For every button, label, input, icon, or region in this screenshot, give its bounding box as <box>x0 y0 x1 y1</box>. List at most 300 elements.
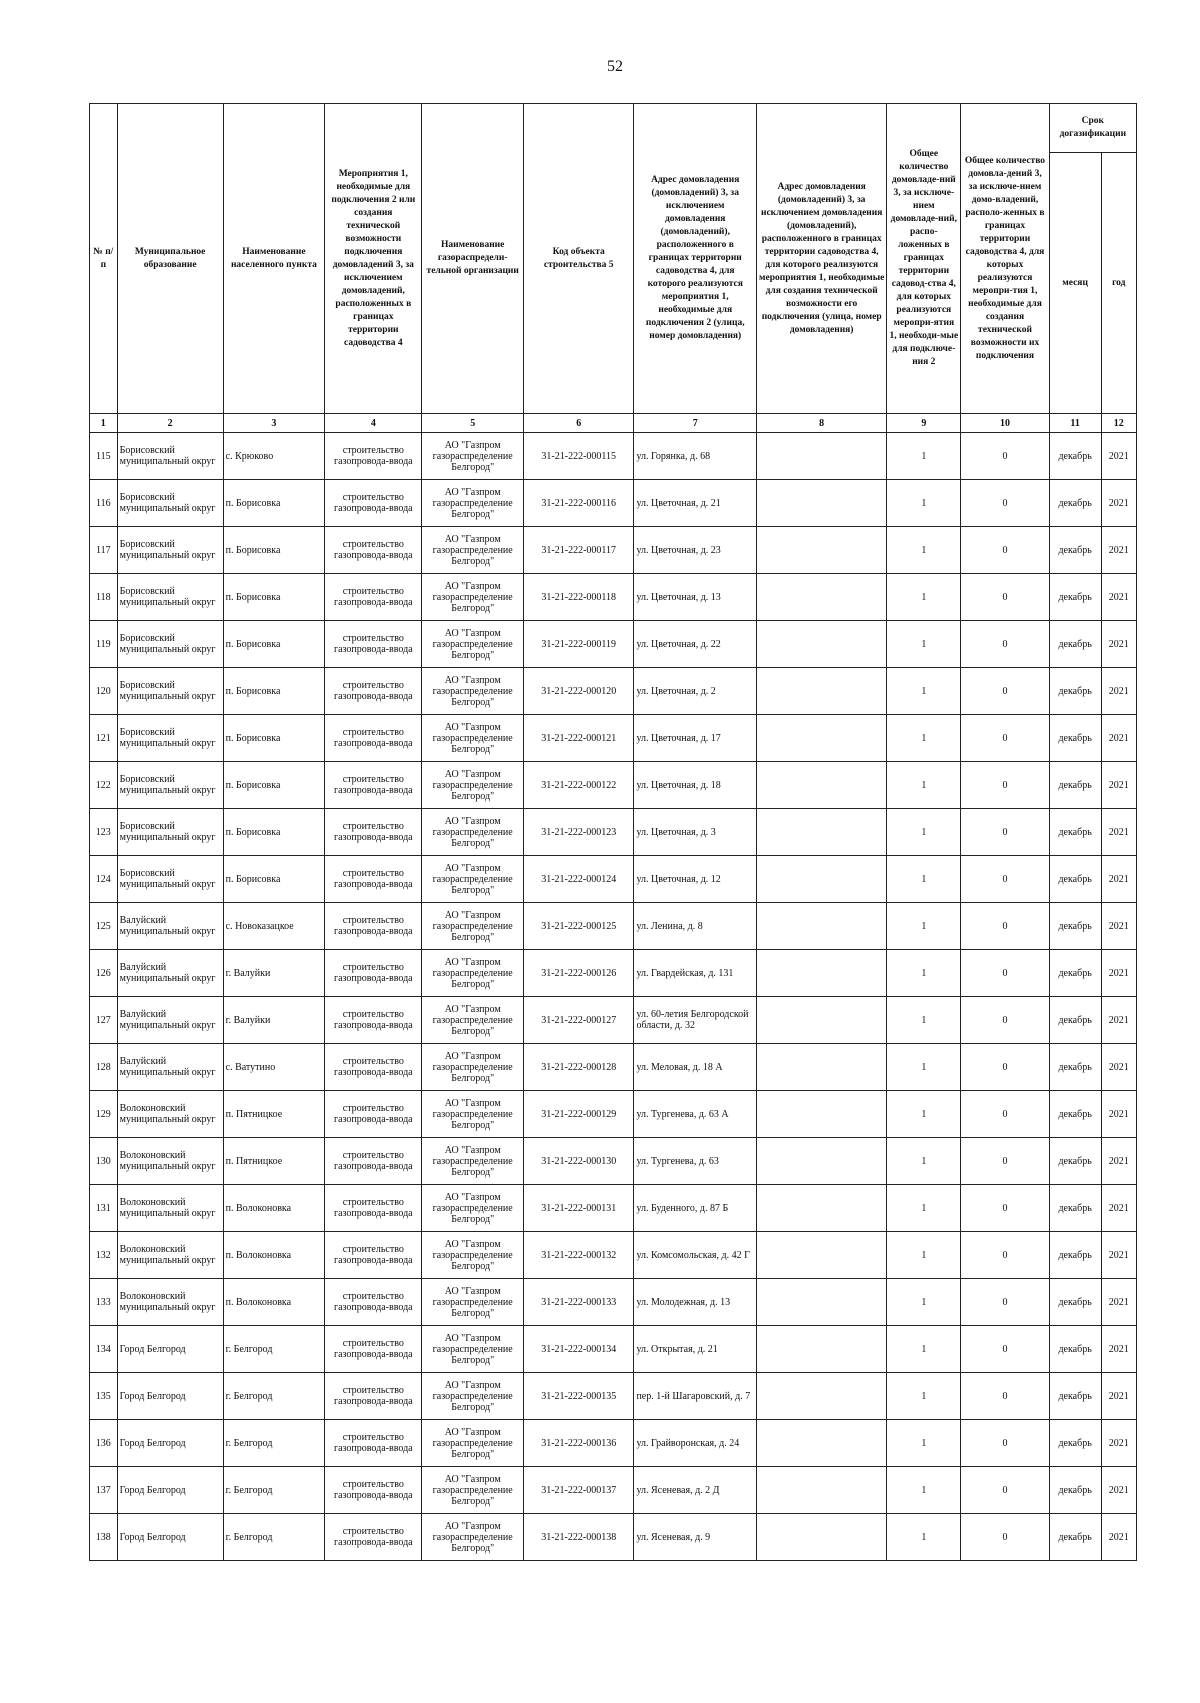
table-row <box>90 1326 1137 1373</box>
address-capability-cell <box>757 1279 887 1326</box>
year-cell: 2021 <box>1101 1326 1136 1373</box>
measure-cell: строительство газопровода-ввода <box>325 1091 422 1138</box>
measure-cell: строительство газопровода-ввода <box>325 1326 422 1373</box>
year-cell: 2021 <box>1101 997 1136 1044</box>
measure-cell: строительство газопровода-ввода <box>325 1420 422 1467</box>
address-capability-cell <box>757 809 887 856</box>
total-connect-cell: 1 <box>887 1420 961 1467</box>
total-capability-cell: 0 <box>961 1373 1049 1420</box>
address-capability-cell <box>757 1514 887 1561</box>
month-cell: декабрь <box>1049 1326 1101 1373</box>
measure-cell: строительство газопровода-ввода <box>325 1373 422 1420</box>
header-object-code: Код объекта строительства 5 <box>524 104 634 414</box>
header-row-top <box>90 104 1137 153</box>
municipality-cell: Валуйский муниципальный округ <box>117 950 223 997</box>
year-cell: 2021 <box>1101 856 1136 903</box>
address-connect-cell: ул. Меловая, д. 18 А <box>634 1044 757 1091</box>
month-cell: декабрь <box>1049 1138 1101 1185</box>
year-cell: 2021 <box>1101 480 1136 527</box>
municipality-cell: Валуйский муниципальный округ <box>117 903 223 950</box>
year-cell: 2021 <box>1101 1232 1136 1279</box>
municipality-cell: Борисовский муниципальный округ <box>117 574 223 621</box>
locality-cell: п. Борисовка <box>223 668 325 715</box>
total-connect-cell: 1 <box>887 1232 961 1279</box>
measure-cell: строительство газопровода-ввода <box>325 480 422 527</box>
object-code-cell: 31-21-222-000123 <box>524 809 634 856</box>
gas-org-cell: АО "Газпром газораспределение Белгород" <box>422 856 524 903</box>
municipality-cell: Борисовский муниципальный округ <box>117 856 223 903</box>
year-cell: 2021 <box>1101 715 1136 762</box>
total-capability-cell: 0 <box>961 715 1049 762</box>
address-connect-cell: ул. Ясеневая, д. 2 Д <box>634 1467 757 1514</box>
municipality-cell: Валуйский муниципальный округ <box>117 997 223 1044</box>
gas-org-cell: АО "Газпром газораспределение Белгород" <box>422 1091 524 1138</box>
object-code-cell: 31-21-222-000125 <box>524 903 634 950</box>
year-cell: 2021 <box>1101 527 1136 574</box>
row-number-cell: 133 <box>90 1279 118 1326</box>
total-connect-cell: 1 <box>887 715 961 762</box>
locality-cell: п. Борисовка <box>223 809 325 856</box>
table-row <box>90 1467 1137 1514</box>
month-cell: декабрь <box>1049 1232 1101 1279</box>
locality-cell: с. Ватутино <box>223 1044 325 1091</box>
month-cell: декабрь <box>1049 1279 1101 1326</box>
gas-org-cell: АО "Газпром газораспределение Белгород" <box>422 1514 524 1561</box>
table-row <box>90 668 1137 715</box>
row-number-cell: 127 <box>90 997 118 1044</box>
locality-cell: г. Белгород <box>223 1514 325 1561</box>
municipality-cell: Борисовский муниципальный округ <box>117 621 223 668</box>
gas-org-cell: АО "Газпром газораспределение Белгород" <box>422 1373 524 1420</box>
address-capability-cell <box>757 1044 887 1091</box>
measure-cell: строительство газопровода-ввода <box>325 1185 422 1232</box>
column-number: 3 <box>223 414 325 433</box>
header-month: месяц <box>1049 153 1101 414</box>
total-connect-cell: 1 <box>887 433 961 480</box>
total-capability-cell: 0 <box>961 1091 1049 1138</box>
measure-cell: строительство газопровода-ввода <box>325 950 422 997</box>
gas-org-cell: АО "Газпром газораспределение Белгород" <box>422 1044 524 1091</box>
column-number: 8 <box>757 414 887 433</box>
gas-org-cell: АО "Газпром газораспределение Белгород" <box>422 433 524 480</box>
total-capability-cell: 0 <box>961 574 1049 621</box>
municipality-cell: Борисовский муниципальный округ <box>117 715 223 762</box>
total-connect-cell: 1 <box>887 1373 961 1420</box>
row-number-cell: 129 <box>90 1091 118 1138</box>
row-number-cell: 124 <box>90 856 118 903</box>
column-number-row <box>90 414 1137 433</box>
total-connect-cell: 1 <box>887 903 961 950</box>
row-number-cell: 119 <box>90 621 118 668</box>
row-number-cell: 132 <box>90 1232 118 1279</box>
address-capability-cell <box>757 856 887 903</box>
address-connect-cell: ул. Ясеневая, д. 9 <box>634 1514 757 1561</box>
address-capability-cell <box>757 950 887 997</box>
address-connect-cell: ул. Грайворонская, д. 24 <box>634 1420 757 1467</box>
total-connect-cell: 1 <box>887 762 961 809</box>
row-number-cell: 118 <box>90 574 118 621</box>
object-code-cell: 31-21-222-000120 <box>524 668 634 715</box>
row-number-cell: 123 <box>90 809 118 856</box>
row-number-cell: 115 <box>90 433 118 480</box>
header-year: год <box>1101 153 1136 414</box>
table-row <box>90 1044 1137 1091</box>
municipality-cell: Борисовский муниципальный округ <box>117 480 223 527</box>
year-cell: 2021 <box>1101 668 1136 715</box>
locality-cell: г. Валуйки <box>223 950 325 997</box>
total-capability-cell: 0 <box>961 1185 1049 1232</box>
measure-cell: строительство газопровода-ввода <box>325 574 422 621</box>
address-connect-cell: ул. Гвардейская, д. 131 <box>634 950 757 997</box>
object-code-cell: 31-21-222-000126 <box>524 950 634 997</box>
object-code-cell: 31-21-222-000115 <box>524 433 634 480</box>
table-body <box>90 433 1137 1561</box>
gasification-table <box>89 103 1137 1561</box>
address-capability-cell <box>757 1420 887 1467</box>
total-connect-cell: 1 <box>887 480 961 527</box>
month-cell: декабрь <box>1049 809 1101 856</box>
table-row <box>90 527 1137 574</box>
month-cell: декабрь <box>1049 527 1101 574</box>
year-cell: 2021 <box>1101 950 1136 997</box>
total-connect-cell: 1 <box>887 1514 961 1561</box>
locality-cell: п. Волоконовка <box>223 1279 325 1326</box>
measure-cell: строительство газопровода-ввода <box>325 1514 422 1561</box>
address-capability-cell <box>757 574 887 621</box>
column-number: 11 <box>1049 414 1101 433</box>
object-code-cell: 31-21-222-000137 <box>524 1467 634 1514</box>
municipality-cell: Город Белгород <box>117 1373 223 1420</box>
gas-org-cell: АО "Газпром газораспределение Белгород" <box>422 527 524 574</box>
table-row <box>90 1091 1137 1138</box>
row-number-cell: 120 <box>90 668 118 715</box>
year-cell: 2021 <box>1101 1420 1136 1467</box>
address-connect-cell: ул. Цветочная, д. 17 <box>634 715 757 762</box>
header-municipality: Муниципальное образование <box>117 104 223 414</box>
address-connect-cell: ул. Цветочная, д. 12 <box>634 856 757 903</box>
column-number: 9 <box>887 414 961 433</box>
locality-cell: п. Волоконовка <box>223 1232 325 1279</box>
month-cell: декабрь <box>1049 1514 1101 1561</box>
column-number: 12 <box>1101 414 1136 433</box>
measure-cell: строительство газопровода-ввода <box>325 762 422 809</box>
locality-cell: г. Белгород <box>223 1420 325 1467</box>
address-connect-cell: ул. Тургенева, д. 63 <box>634 1138 757 1185</box>
total-connect-cell: 1 <box>887 1326 961 1373</box>
header-total-connect: Общее количество домовладе-ний 3, за исключе-нием домовладе-ний, распо-ложенных в границах территории садовод-ства 4, для которых реализуются меропри-ятия 1, необходи-мые для подключе-ния 2 <box>887 104 961 414</box>
total-connect-cell: 1 <box>887 574 961 621</box>
year-cell: 2021 <box>1101 1373 1136 1420</box>
municipality-cell: Волоконовский муниципальный округ <box>117 1185 223 1232</box>
address-connect-cell: пер. 1-й Шагаровский, д. 7 <box>634 1373 757 1420</box>
year-cell: 2021 <box>1101 809 1136 856</box>
total-capability-cell: 0 <box>961 950 1049 997</box>
gas-org-cell: АО "Газпром газораспределение Белгород" <box>422 1279 524 1326</box>
total-capability-cell: 0 <box>961 997 1049 1044</box>
table-row <box>90 1420 1137 1467</box>
row-number-cell: 122 <box>90 762 118 809</box>
year-cell: 2021 <box>1101 1279 1136 1326</box>
gas-org-cell: АО "Газпром газораспределение Белгород" <box>422 997 524 1044</box>
total-connect-cell: 1 <box>887 1091 961 1138</box>
total-capability-cell: 0 <box>961 433 1049 480</box>
row-number-cell: 135 <box>90 1373 118 1420</box>
measure-cell: строительство газопровода-ввода <box>325 621 422 668</box>
total-capability-cell: 0 <box>961 1044 1049 1091</box>
address-capability-cell <box>757 1185 887 1232</box>
month-cell: декабрь <box>1049 1185 1101 1232</box>
header-address-capability: Адрес домовладения (домовладений) 3, за исключением домовладения (домовладений), расположенного в границах территории садоводства 4, для которого реализуются мероприятия 1, необходимые для создания технической возможности его подключения (улица, номер домовладения) <box>757 104 887 414</box>
table-row <box>90 1185 1137 1232</box>
address-connect-cell: ул. Цветочная, д. 21 <box>634 480 757 527</box>
address-capability-cell <box>757 1091 887 1138</box>
year-cell: 2021 <box>1101 621 1136 668</box>
address-connect-cell: ул. Ленина, д. 8 <box>634 903 757 950</box>
locality-cell: п. Борисовка <box>223 574 325 621</box>
gas-org-cell: АО "Газпром газораспределение Белгород" <box>422 762 524 809</box>
month-cell: декабрь <box>1049 1044 1101 1091</box>
locality-cell: г. Белгород <box>223 1373 325 1420</box>
column-number: 10 <box>961 414 1049 433</box>
month-cell: декабрь <box>1049 480 1101 527</box>
table-row <box>90 809 1137 856</box>
header-measures: Мероприятия 1, необходимые для подключения 2 или создания технической возможности подключения домовладений 3, за исключением домовладений, расположенных в границах территории садоводства 4 <box>325 104 422 414</box>
object-code-cell: 31-21-222-000129 <box>524 1091 634 1138</box>
measure-cell: строительство газопровода-ввода <box>325 1279 422 1326</box>
address-connect-cell: ул. Цветочная, д. 22 <box>634 621 757 668</box>
column-number: 4 <box>325 414 422 433</box>
locality-cell: п. Борисовка <box>223 527 325 574</box>
municipality-cell: Борисовский муниципальный округ <box>117 668 223 715</box>
gas-org-cell: АО "Газпром газораспределение Белгород" <box>422 950 524 997</box>
gas-org-cell: АО "Газпром газораспределение Белгород" <box>422 715 524 762</box>
address-connect-cell: ул. Открытая, д. 21 <box>634 1326 757 1373</box>
municipality-cell: Борисовский муниципальный округ <box>117 809 223 856</box>
municipality-cell: Город Белгород <box>117 1326 223 1373</box>
total-capability-cell: 0 <box>961 1138 1049 1185</box>
month-cell: декабрь <box>1049 1467 1101 1514</box>
municipality-cell: Борисовский муниципальный округ <box>117 762 223 809</box>
locality-cell: п. Борисовка <box>223 480 325 527</box>
address-connect-cell: ул. 60-летия Белгородской области, д. 32 <box>634 997 757 1044</box>
object-code-cell: 31-21-222-000122 <box>524 762 634 809</box>
object-code-cell: 31-21-222-000138 <box>524 1514 634 1561</box>
header-total-capability: Общее количество домовла-дений 3, за исключе-нием домо-владений, располо-женных в границах территории садоводства 4, для которых реализуются меропри-тия 1, необходимые для создания технической возможности их подключения <box>961 104 1049 414</box>
total-connect-cell: 1 <box>887 1044 961 1091</box>
address-connect-cell: ул. Цветочная, д. 23 <box>634 527 757 574</box>
total-connect-cell: 1 <box>887 1467 961 1514</box>
gas-org-cell: АО "Газпром газораспределение Белгород" <box>422 480 524 527</box>
gas-org-cell: АО "Газпром газораспределение Белгород" <box>422 1467 524 1514</box>
table-row <box>90 480 1137 527</box>
gas-org-cell: АО "Газпром газораспределение Белгород" <box>422 1420 524 1467</box>
month-cell: декабрь <box>1049 668 1101 715</box>
object-code-cell: 31-21-222-000118 <box>524 574 634 621</box>
municipality-cell: Город Белгород <box>117 1420 223 1467</box>
locality-cell: с. Новоказацкое <box>223 903 325 950</box>
locality-cell: г. Белгород <box>223 1467 325 1514</box>
header-num: № п/п <box>90 104 118 414</box>
year-cell: 2021 <box>1101 1185 1136 1232</box>
total-capability-cell: 0 <box>961 809 1049 856</box>
address-connect-cell: ул. Молодежная, д. 13 <box>634 1279 757 1326</box>
row-number-cell: 136 <box>90 1420 118 1467</box>
month-cell: декабрь <box>1049 574 1101 621</box>
month-cell: декабрь <box>1049 715 1101 762</box>
address-connect-cell: ул. Тургенева, д. 63 А <box>634 1091 757 1138</box>
table-row <box>90 1279 1137 1326</box>
address-connect-cell: ул. Комсомольская, д. 42 Г <box>634 1232 757 1279</box>
object-code-cell: 31-21-222-000116 <box>524 480 634 527</box>
gas-org-cell: АО "Газпром газораспределение Белгород" <box>422 621 524 668</box>
municipality-cell: Борисовский муниципальный округ <box>117 433 223 480</box>
gas-org-cell: АО "Газпром газораспределение Белгород" <box>422 1138 524 1185</box>
locality-cell: п. Борисовка <box>223 856 325 903</box>
gas-org-cell: АО "Газпром газораспределение Белгород" <box>422 1185 524 1232</box>
total-capability-cell: 0 <box>961 480 1049 527</box>
year-cell: 2021 <box>1101 1514 1136 1561</box>
object-code-cell: 31-21-222-000136 <box>524 1420 634 1467</box>
address-capability-cell <box>757 668 887 715</box>
month-cell: декабрь <box>1049 1091 1101 1138</box>
table-row <box>90 433 1137 480</box>
column-number: 2 <box>117 414 223 433</box>
address-capability-cell <box>757 715 887 762</box>
header-locality: Наименование населенного пункта <box>223 104 325 414</box>
header-address-connect: Адрес домовладения (домовладений) 3, за исключением домовладения (домовладений), расположенного в границах территории садоводства 4, для которого реализуются мероприятия 1, необходимые для подключения 2 (улица, номер домовладения) <box>634 104 757 414</box>
locality-cell: п. Волоконовка <box>223 1185 325 1232</box>
page-number: 52 <box>607 58 623 75</box>
month-cell: декабрь <box>1049 903 1101 950</box>
gas-org-cell: АО "Газпром газораспределение Белгород" <box>422 1232 524 1279</box>
year-cell: 2021 <box>1101 1138 1136 1185</box>
row-number-cell: 138 <box>90 1514 118 1561</box>
address-capability-cell <box>757 1373 887 1420</box>
measure-cell: строительство газопровода-ввода <box>325 856 422 903</box>
object-code-cell: 31-21-222-000132 <box>524 1232 634 1279</box>
total-capability-cell: 0 <box>961 903 1049 950</box>
total-connect-cell: 1 <box>887 527 961 574</box>
gas-org-cell: АО "Газпром газораспределение Белгород" <box>422 903 524 950</box>
measure-cell: строительство газопровода-ввода <box>325 668 422 715</box>
measure-cell: строительство газопровода-ввода <box>325 715 422 762</box>
total-connect-cell: 1 <box>887 1138 961 1185</box>
object-code-cell: 31-21-222-000124 <box>524 856 634 903</box>
year-cell: 2021 <box>1101 1091 1136 1138</box>
address-capability-cell <box>757 1138 887 1185</box>
address-capability-cell <box>757 1232 887 1279</box>
column-number: 6 <box>524 414 634 433</box>
address-capability-cell <box>757 1467 887 1514</box>
month-cell: декабрь <box>1049 1373 1101 1420</box>
header-gas-org: Наименование газораспредели-тельной организации <box>422 104 524 414</box>
measure-cell: строительство газопровода-ввода <box>325 433 422 480</box>
row-number-cell: 134 <box>90 1326 118 1373</box>
measure-cell: строительство газопровода-ввода <box>325 1044 422 1091</box>
total-capability-cell: 0 <box>961 1279 1049 1326</box>
total-capability-cell: 0 <box>961 1514 1049 1561</box>
address-capability-cell <box>757 621 887 668</box>
total-capability-cell: 0 <box>961 762 1049 809</box>
locality-cell: п. Пятницкое <box>223 1091 325 1138</box>
municipality-cell: Город Белгород <box>117 1514 223 1561</box>
municipality-cell: Волоконовский муниципальный округ <box>117 1232 223 1279</box>
month-cell: декабрь <box>1049 950 1101 997</box>
address-capability-cell <box>757 527 887 574</box>
header-deadline: Срок догазификации <box>1049 104 1136 153</box>
total-connect-cell: 1 <box>887 668 961 715</box>
gas-org-cell: АО "Газпром газораспределение Белгород" <box>422 1326 524 1373</box>
table-row <box>90 574 1137 621</box>
table-row <box>90 903 1137 950</box>
object-code-cell: 31-21-222-000121 <box>524 715 634 762</box>
address-connect-cell: ул. Цветочная, д. 2 <box>634 668 757 715</box>
table-row <box>90 997 1137 1044</box>
locality-cell: г. Валуйки <box>223 997 325 1044</box>
locality-cell: п. Борисовка <box>223 762 325 809</box>
column-number: 5 <box>422 414 524 433</box>
address-connect-cell: ул. Буденного, д. 87 Б <box>634 1185 757 1232</box>
locality-cell: п. Борисовка <box>223 621 325 668</box>
total-connect-cell: 1 <box>887 621 961 668</box>
total-connect-cell: 1 <box>887 997 961 1044</box>
table-row <box>90 715 1137 762</box>
address-capability-cell <box>757 762 887 809</box>
row-number-cell: 121 <box>90 715 118 762</box>
locality-cell: п. Пятницкое <box>223 1138 325 1185</box>
table-row <box>90 1138 1137 1185</box>
year-cell: 2021 <box>1101 574 1136 621</box>
measure-cell: строительство газопровода-ввода <box>325 1467 422 1514</box>
measure-cell: строительство газопровода-ввода <box>325 903 422 950</box>
year-cell: 2021 <box>1101 1044 1136 1091</box>
year-cell: 2021 <box>1101 762 1136 809</box>
month-cell: декабрь <box>1049 1420 1101 1467</box>
address-capability-cell <box>757 480 887 527</box>
measure-cell: строительство газопровода-ввода <box>325 997 422 1044</box>
municipality-cell: Город Белгород <box>117 1467 223 1514</box>
address-capability-cell <box>757 1326 887 1373</box>
address-capability-cell <box>757 433 887 480</box>
object-code-cell: 31-21-222-000133 <box>524 1279 634 1326</box>
total-connect-cell: 1 <box>887 1185 961 1232</box>
year-cell: 2021 <box>1101 1467 1136 1514</box>
measure-cell: строительство газопровода-ввода <box>325 527 422 574</box>
row-number-cell: 128 <box>90 1044 118 1091</box>
object-code-cell: 31-21-222-000135 <box>524 1373 634 1420</box>
year-cell: 2021 <box>1101 433 1136 480</box>
table-row <box>90 1373 1137 1420</box>
municipality-cell: Волоконовский муниципальный округ <box>117 1279 223 1326</box>
row-number-cell: 130 <box>90 1138 118 1185</box>
row-number-cell: 117 <box>90 527 118 574</box>
locality-cell: п. Борисовка <box>223 715 325 762</box>
object-code-cell: 31-21-222-000131 <box>524 1185 634 1232</box>
month-cell: декабрь <box>1049 762 1101 809</box>
total-connect-cell: 1 <box>887 950 961 997</box>
address-connect-cell: ул. Цветочная, д. 3 <box>634 809 757 856</box>
row-number-cell: 116 <box>90 480 118 527</box>
address-connect-cell: ул. Цветочная, д. 18 <box>634 762 757 809</box>
gas-org-cell: АО "Газпром газораспределение Белгород" <box>422 809 524 856</box>
table-row <box>90 1232 1137 1279</box>
total-capability-cell: 0 <box>961 621 1049 668</box>
column-number: 7 <box>634 414 757 433</box>
object-code-cell: 31-21-222-000134 <box>524 1326 634 1373</box>
measure-cell: строительство газопровода-ввода <box>325 1232 422 1279</box>
address-connect-cell: ул. Цветочная, д. 13 <box>634 574 757 621</box>
locality-cell: г. Белгород <box>223 1326 325 1373</box>
